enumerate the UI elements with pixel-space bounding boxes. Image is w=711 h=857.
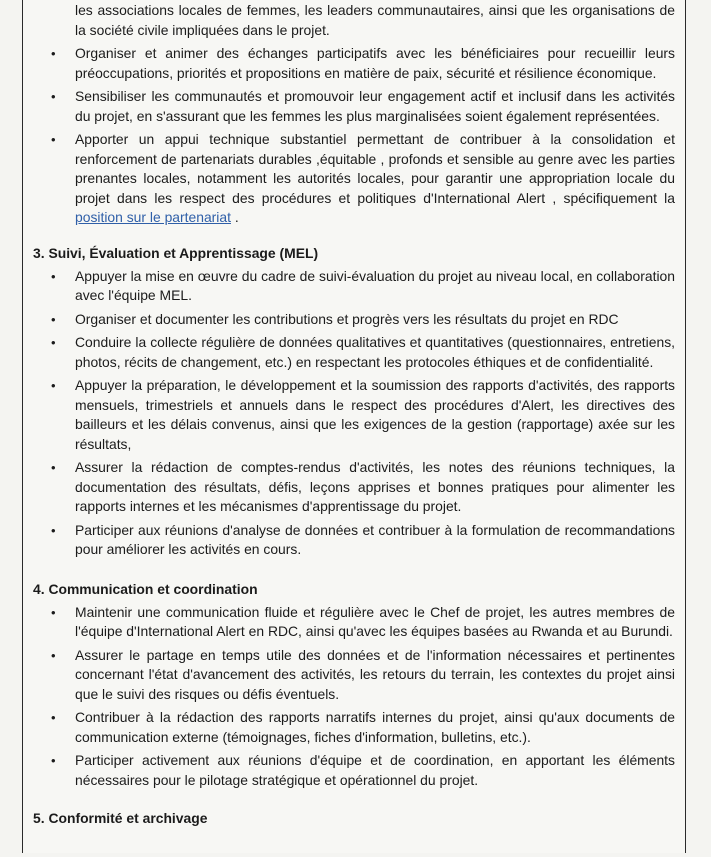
list-item (23, 521, 675, 560)
bullet-marker: • (51, 604, 56, 620)
bullet-marker: • (51, 89, 56, 104)
list-item-text-end: . (230, 209, 239, 225)
list-item-text: Appuyer la mise en œuvre du cadre de suivi-évaluation du projet au niveau local, en collaboration avec l'équipe MEL. (75, 267, 675, 303)
list-item (23, 87, 675, 126)
section-title-compliance: 5. Conformité et archivage (33, 810, 208, 826)
list-item-text: Assurer le partage en temps utile des données et de l'information nécessaires et pertinentes concernant l'état d'avancement des activités, les retours du terrain, les contextes du projet ainsi que le suivi des risques ou défis éventuels. (75, 646, 675, 702)
list-item (23, 44, 675, 83)
list-item-text: Participer activement aux réunions d'équipe et de coordination, en apportant les éléments nécessaires pour le pilotage stratégique et opérationnel du projet. (75, 752, 675, 788)
list-item (23, 458, 675, 517)
list-item-text: Appuyer la préparation, le développement et la soumission des rapports d'activités, des rapports mensuels, trimestriels et annuels dans le respect des procédures d'Alert, les directives des bailleurs et les délais convenus, ainsi que les exigences de la gestion (rapportage) axée sur les résultats, (75, 377, 675, 452)
bullet-marker: • (51, 378, 56, 393)
continued-paragraph: les associations locales de femmes, les leaders communautaires, ainsi que les organisations de la société civile impliquées dans le projet. (75, 2, 675, 38)
list-item (23, 751, 675, 790)
list-item-text: Conduire la collecte régulière de données qualitatives et quantitatives (questionnaires, entretiens, photos, récits de changement, etc.) en respectant les protocoles éthiques et de confidentialité. (75, 334, 675, 370)
list-item (23, 708, 675, 747)
bullet-marker: • (51, 335, 56, 350)
list-item (23, 603, 675, 642)
top-bullet-list (23, 44, 687, 228)
content-frame (22, 0, 686, 853)
bullet-marker: • (51, 460, 56, 475)
partnership-position-link[interactable]: position sur le partenariat (75, 209, 231, 225)
bullet-marker: • (51, 46, 56, 61)
list-item-text: Assurer la rédaction de comptes-rendus d'activités, les notes des réunions techniques, la documentation des résultats, défis, leçons apprises et bonnes pratiques pour alimenter les rapports internes et les mécanismes d'apprentissage du projet. (75, 459, 675, 514)
list-item-text: Contribuer à la rédaction des rapports narratifs internes du projet, ainsi qu'aux documents de communication externe (témoignages, fiches d'information, bulletins, etc.). (75, 709, 675, 745)
bullet-marker: • (51, 132, 56, 147)
list-item (23, 646, 675, 705)
list-item-text: Participer aux réunions d'analyse de données et contribuer à la formulation de recommandations pour améliorer les activités en cours. (75, 521, 675, 557)
list-item-text: Sensibiliser les communautés et promouvoir leur engagement actif et inclusif dans les activités du projet, en s'assurant que les femmes les plus marginalisées soient également représentées. (75, 88, 675, 124)
communication-bullet-list (23, 603, 687, 791)
list-item-text: Maintenir une communication fluide et régulière avec le Chef de projet, les autres membres de l'équipe d'International Alert en RDC, ainsi qu'avec les équipes basées au Rwanda et au Burundi. (75, 603, 675, 639)
list-item-text: Apporter un appui technique substantiel permettant de contribuer à la consolidation et renforcement de partenariats durables ,équitable , profonds et sensible au genre avec les parties prenantes locales, notamment les autorités locales, pour garantir une appropriation locale du projet dans les respect des procédures et politiques d'International Alert , spécifiquement la (75, 131, 675, 206)
list-item-text: Organiser et animer des échanges participatifs avec les bénéficiaires pour recueillir leurs préoccupations, priorités et propositions en matière de paix, sécurité et résilience économique. (75, 45, 675, 81)
document-body (23, 0, 687, 828)
list-item (23, 267, 675, 306)
list-item (23, 310, 675, 330)
bullet-marker: • (51, 522, 56, 538)
list-item (23, 376, 675, 454)
section-title-mel: 3. Suivi, Évaluation et Apprentissage (MEL) (33, 244, 319, 261)
mel-bullet-list (23, 267, 687, 560)
bullet-marker: • (51, 753, 56, 768)
list-item (23, 130, 675, 228)
bullet-marker: • (51, 311, 56, 327)
bullet-marker: • (51, 710, 56, 725)
bullet-marker: • (51, 268, 56, 284)
bullet-marker: • (51, 647, 56, 663)
list-item (23, 333, 675, 372)
section-title-communication: 4. Communication et coordination (33, 580, 258, 597)
list-item-text: Organiser et documenter les contributions et progrès vers les résultats du projet en RDC (75, 310, 619, 327)
